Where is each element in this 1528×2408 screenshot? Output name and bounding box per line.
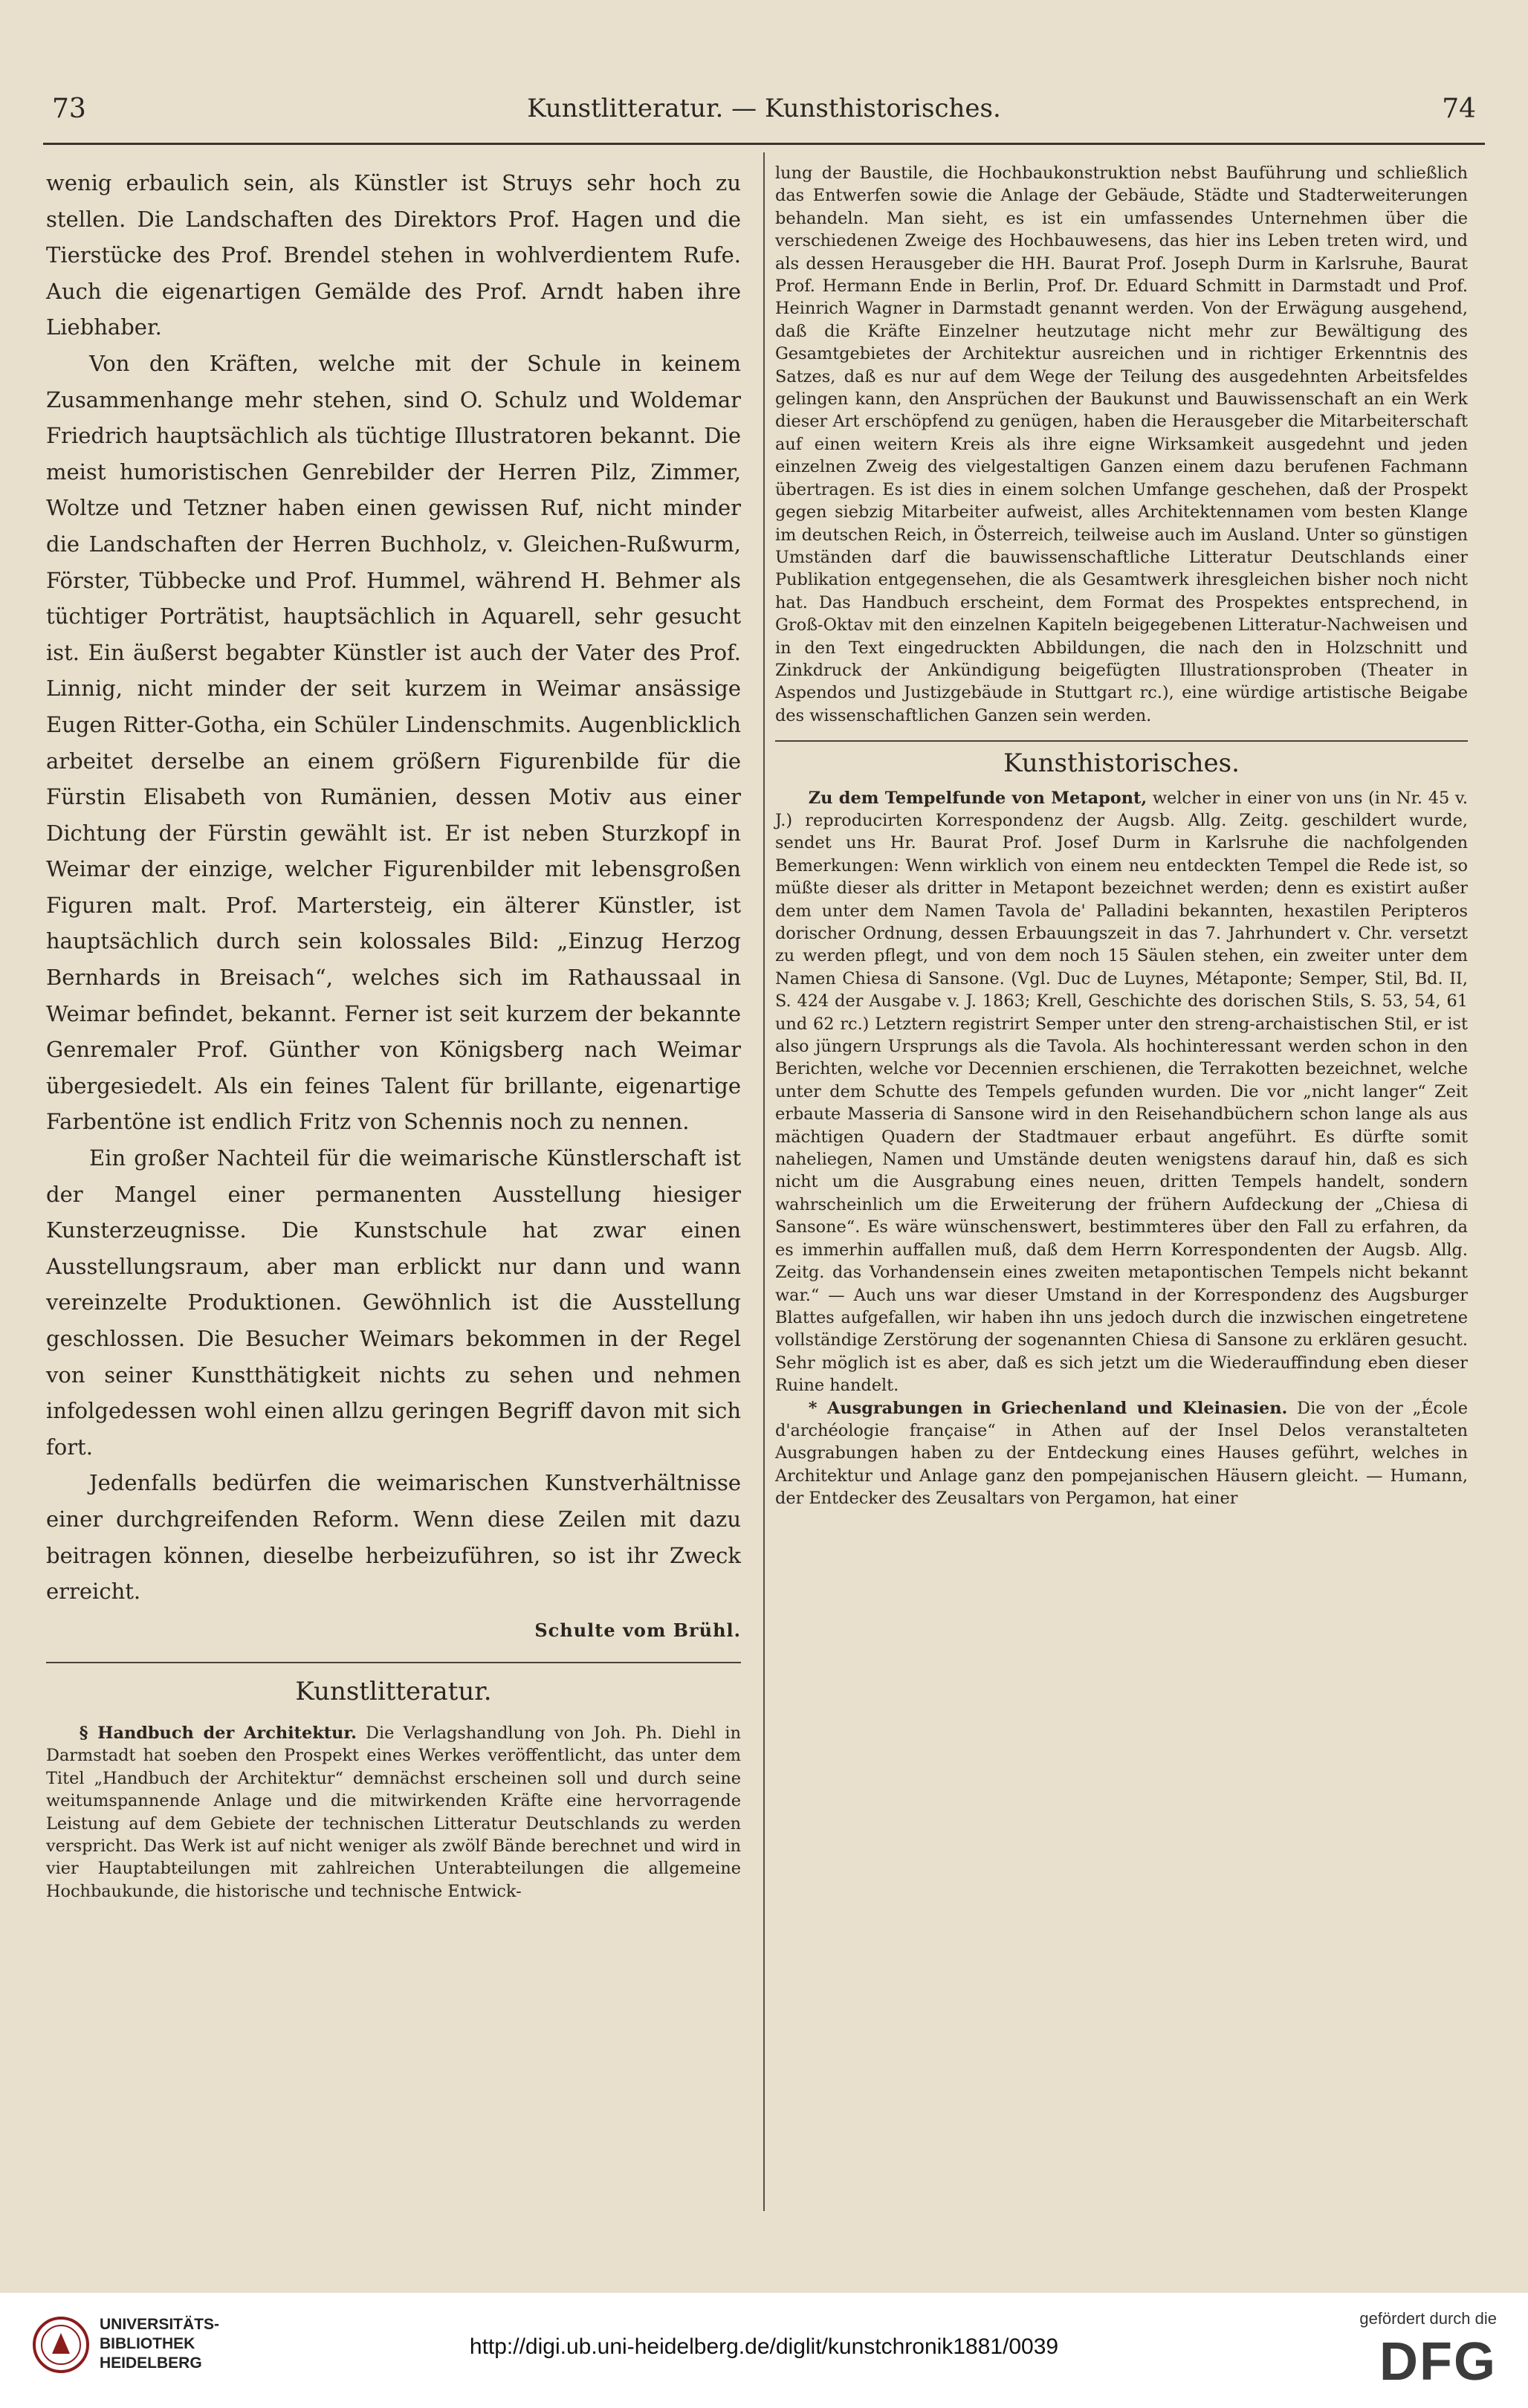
section-rule (46, 1662, 741, 1663)
section-heading-kunstlitteratur: Kunstlitteratur. (295, 1677, 492, 1707)
section-rule-right (775, 740, 1468, 742)
item-metapont (775, 787, 1468, 1397)
page-number-right: 74 (1442, 94, 1476, 124)
right-column (775, 162, 1468, 1510)
left-paragraph-4: Jedenfalls bedürfen die weimarischen Kunstverhältnisse einer durchgreifenden Reform. Wenn diese Zeilen mit dazu beitragen können, dieselbe herbeizuführen, so ist ihr Zweck erreicht. (46, 1470, 741, 1605)
author-signature: Schulte vom Brühl. (534, 1619, 741, 1641)
left-paragraph-1: wenig erbaulich sein, als Künstler ist Struys sehr hoch zu stellen. Die Landschaften des Direktors Prof. Hagen und die Tierstücke des Prof. Brendel stehen in wohlverdientem Rufe. Auch die eigenartigen Gemälde des Prof. Arndt haben ihre Liebhaber. (46, 170, 741, 340)
section-heading-kunsthistorisches: Kunsthistorisches. (1003, 748, 1240, 779)
item-metapont-text: welcher in einer von uns (in Nr. 45 v. J.) reproducirten Korrespondenz der Augsb. Allg. Zeitg. geschildert wurde, sendet uns Hr. Baurat Prof. Josef Durm in Karlsruhe die nachfolgenden Bemerkungen: Wenn wirklich von einem neu entdeckten Tempel die Rede ist, so müßte dieser als dritter in Metapont bezeichnet werden; denn es existirt außer dem unter dem Namen Tavola de' Palladini bekannten, hexastilen Peripteros dorischer Ordnung, dessen Erbauungszeit in das 7. Jahrhundert v. Chr. versetzt zu werden pflegt, und von dem noch 15 Säulen stehen, ein zweiter unter dem Namen Chiesa di Sansone. (Vgl. Duc de Luynes, Métaponte; Semper, Stil, Bd. II, S. 424 der Ausgabe v. J. 1863; Krell, Geschichte des dorischen Stils, S. 53, 54, 61 und 62 rc.) Letztern registrirt Semper unter den streng-archaistischen Stil, er ist also jüngern Ursprungs als die Tavola. Als hochinteressant werden schon in den Berichten, welche vor Decennien erschienen, die Terrakotten bezeichnet, welche unter dem Schutte des Tempels gefunden wurden. Die vor „nicht langer“ Zeit erbaute Masseria di Sansone wird in den Reisehandbüchern schon lange als aus mächtigen Quadern der Stadtmauer erbaut angeführt. Es dürfte somit naheliegen, Namen und Umstände deuten wenigstens darauf hin, daß es sich nicht um die Ausgrabung eines neuen, dritten Tempels handelt, sondern wahrscheinlich um die Erweiterung der frühern Aufdeckung der „Chiesa di Sansone“. Es wäre wünschenswert, bestimmteres über den Fall zu erfahren, da es immerhin auffallen muß, daß dem Herrn Korrespondenten der Augsb. Allg. Zeitg. das Vorhandensein eines zweiten metapontischen Tempels nicht bekannt war.“ — Auch uns war dieser Umstand in der Korrespondenz des Augsburger Blattes aufgefallen, wir haben ihn uns jedoch durch die inzwischen eingetretene vollständige Zerstörung der sogenannten Chiesa di Sansone zu erklären gesucht. Sehr möglich ist es aber, daß es sich jetzt um die Wiederauffindung eben dieser Ruine handelt. (775, 788, 1468, 1396)
right-continuation: lung der Baustile, die Hochbaukonstruktion nebst Bauführung und schließlich das Entwerfen sowie die Anlage der Gebäude, Städte und Stadterweiterungen behandeln. Man sieht, es ist ein umfassendes Unternehmen über die verschiedenen Zweige des Hochbauwesens, das hier ins Leben treten wird, und als dessen Herausgeber die HH. Baurat Prof. Joseph Durm in Karlsruhe, Baurat Prof. Hermann Ende in Berlin, Prof. Dr. Eduard Schmitt in Darmstadt und Prof. Heinrich Wagner in Darmstadt genannt werden. Von der Erwägung ausgehend, daß die Kräfte Einzelner heutzutage nicht mehr zur Bewältigung des Gesamtgebietes der Architektur ausreichen und in richtiger Erkenntnis des Satzes, daß es nur auf dem Wege der Teilung des ausgedehnten Arbeitsfeldes gelingen kann, den Ansprüchen der Baukunst und Bauwissenschaft an ein Werk dieser Art erschöpfend zu genügen, haben die Herausgeber die Mitarbeiterschaft auf einen weitern Kreis als ihre eigne Wirksamkeit ausgedehnt und jeden einzelnen Zweig des vielgestaltigen Ganzen einem dazu berufenen Fachmann übertragen. Es ist dies in einem solchen Umfange geschehen, daß der Prospekt gegen siebzig Mitarbeiter aufweist, alles Architektennamen vom besten Klange im deutschen Reich, in Österreich, teilweise auch im Ausland. Unter so günstigen Umständen darf die bauwissenschaftliche Litteratur Deutschlands einer Publikation entgegensehen, die als Gesamtwerk ihresgleichen bisher noch nicht hat. Das Handbuch erscheint, dem Format des Prospektes entsprechend, in Groß-Oktav mit den einzelnen Kapiteln beigegebenen Litteratur-Nachweisen und in den Text eingedruckten Abbildungen, die nach den in Holzschnitt und Zinkdruck der Ankündigung beigefügten Illustrationsproben (Theater in Aspendos und Justizgebäude in Stuttgart rc.), eine würdige artistische Beigabe des wissenschaftlichen Ganzen sein werden. (775, 164, 1468, 725)
viewer-footer (0, 2293, 1528, 2408)
left-paragraph-3: Ein großer Nachteil für die weimarische Künstlerschaft ist der Mangel einer permanenten Ausstellung hiesiger Kunsterzeugnisse. Die Kunstschule hat zwar einen Ausstellungsraum, aber man erblickt nur dann und wann vereinzelte Produktionen. Gewöhnlich ist die Ausstellung geschlossen. Die Besucher Weimars bekommen in der Regel von seiner Kunstthätigkeit nichts zu sehen und nehmen infolgedessen wohl einen allzu geringen Begriff davon mit sich fort. (46, 1145, 741, 1460)
notice-handbuch (46, 1722, 741, 1903)
notice-text: Die Verlagshandlung von Joh. Ph. Diehl in Darmstadt hat soeben den Prospekt eines Werkes veröffentlicht, das unter dem Titel „Handbuch der Architektur“ demnächst erscheinen soll und durch seine weitumspannende Anlage und die mitwirkenden Kräfte eine hervorragende Leistung auf dem Gebiete der technischen Litteratur Deutschlands zu werden verspricht. Das Werk ist auf nicht weniger als zwölf Bände berechnet und wird in vier Hauptabteilungen mit zahlreichen Unterabteilungen die allgemeine Hochbaukunde, die historische und technische Entwick- (46, 1723, 741, 1901)
funded-by-label: gefördert durch die (1359, 2309, 1497, 2328)
item-ausgrabungen-text: Die von der „École d'archéologie française“ in Athen auf der Insel Delos veranstalteten Ausgrabungen haben zu der Entdeckung eines Hauses geführt, welches in Architektur und Anlage ganz den pompejanischen Häusern gleicht. — Humann, der Entdecker des Zeusaltars von Pergamon, hat einer (775, 1398, 1469, 1509)
column-divider (763, 152, 765, 2211)
institution-line-3: HEIDELBERG (100, 2354, 202, 2372)
institution-line-2: BIBLIOTHEK (100, 2335, 195, 2352)
item-metapont-lead: Zu dem Tempelfunde von Metapont, (808, 788, 1147, 808)
item-ausgrabungen (775, 1397, 1468, 1510)
notice-lead: § Handbuch der Architektur. (79, 1723, 357, 1743)
permalink-url[interactable]: http://digi.ub.uni-heidelberg.de/diglit/kunstchronik1881/0039 (469, 2334, 1059, 2359)
page-number-left: 73 (52, 94, 86, 124)
left-paragraph-2: Von den Kräften, welche mit der Schule in keinem Zusammenhange mehr stehen, sind O. Schulz und Woldemar Friedrich hauptsächlich als tüchtige Illustratoren bekannt. Die meist humoristischen Genrebilder der Herren Pilz, Zimmer, Woltze und Tetzner haben einen gewissen Ruf, nicht minder die Landschaften der Herren Buchholz, v. Gleichen-Rußwurm, Förster, Tübbecke und Prof. Hummel, während H. Behmer als tüchtiger Porträtist, hauptsächlich in Aquarell, sehr gesucht ist. Ein äußerst begabter Künstler ist auch der Vater des Prof. Linnig, nicht minder der seit kurzem in Weimar ansässige Eugen Ritter-Gotha, ein Schüler Lindenschmits. Augenblicklich arbeitet derselbe an einem größern Figurenbilde für die Fürstin Elisabeth von Rumänien, dessen Motiv aus einer Dichtung der Fürstin gewählt ist. Er ist neben Sturzkopf in Weimar der einzige, welcher Figurenbilder mit lebensgroßen Figuren malt. Prof. Martersteig, ein älterer Künstler, ist hauptsächlich durch sein kolossales Bild: „Einzug Herzog Bernhards in Breisach“, welches sich im Rathaussaal in Weimar befindet, bekannt. Ferner ist seit kurzem der bekannte Genremaler Prof. Günther von Königsberg nach Weimar übergesiedelt. Als ein feines Talent für brillante, eigenartige Farbentöne ist endlich Fritz von Schennis noch zu nennen. (46, 350, 741, 1135)
left-column (46, 165, 741, 1903)
header-rule (43, 143, 1485, 145)
institution-line-1: UNIVERSITÄTS- (100, 2316, 220, 2333)
running-title: Kunstlitteratur. — Kunsthistorisches. (527, 94, 1001, 123)
page-header (0, 88, 1528, 132)
item-ausgrabungen-lead: * Ausgrabungen in Griechenland und Kleinasien. (808, 1398, 1288, 1418)
dfg-logo: DFG (1379, 2332, 1497, 2392)
